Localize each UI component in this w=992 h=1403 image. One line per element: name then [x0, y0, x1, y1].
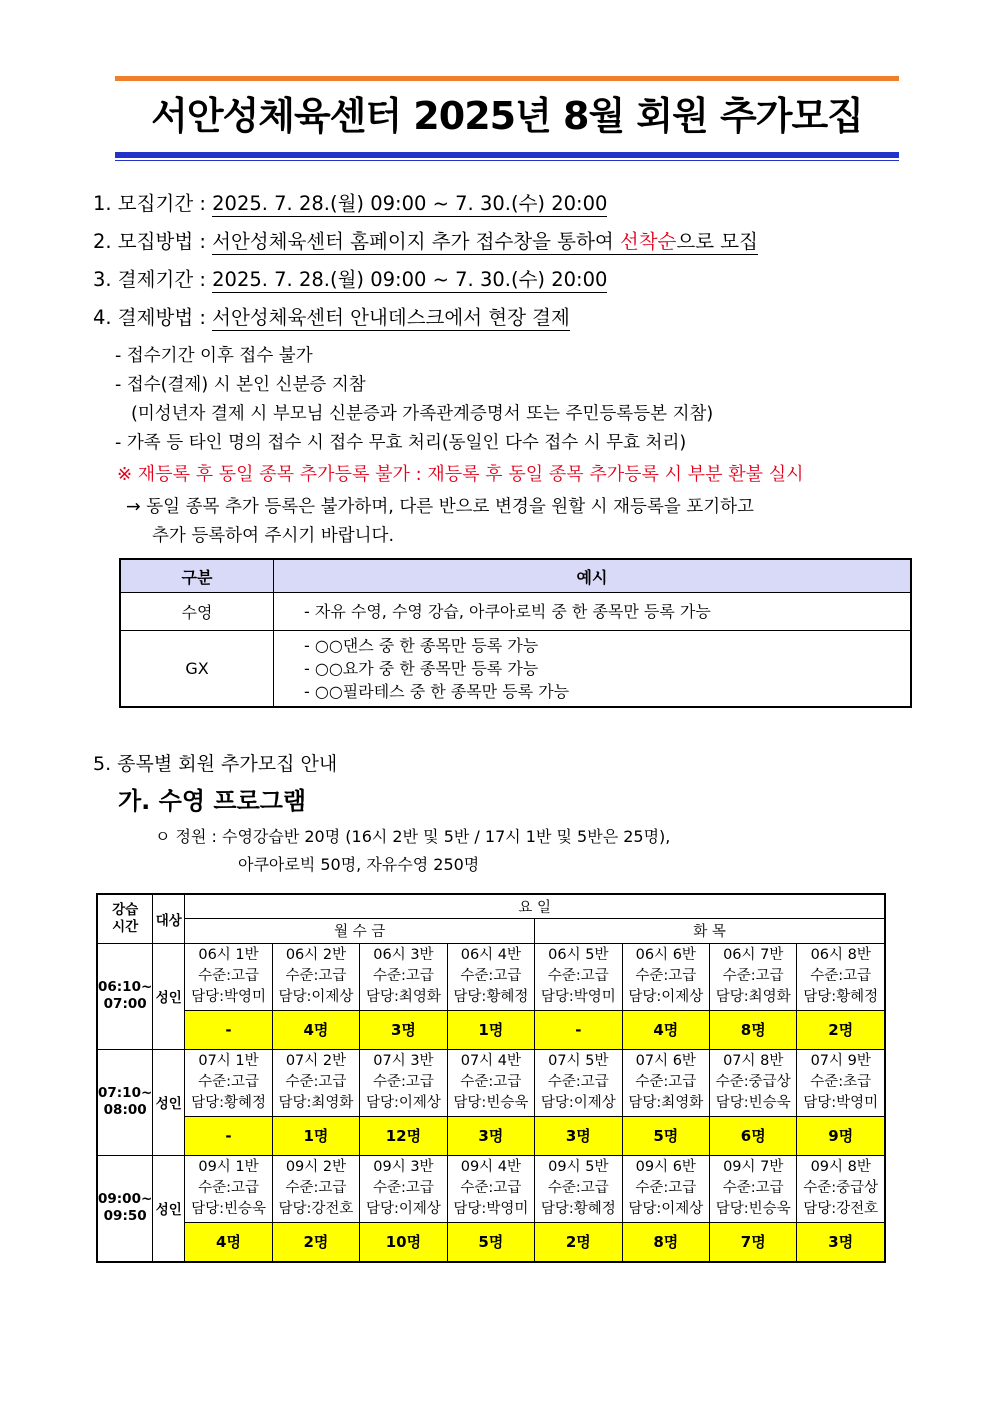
class-line: 담당:박영미 — [453, 1201, 529, 1217]
class-line: 담당:빈승욱 — [191, 1201, 266, 1217]
class-line: 07시 1반 — [198, 1053, 259, 1069]
note-line: - 가족 등 타인 명의 접수 시 접수 무효 처리(동일인 다수 접수 시 무효 처리) — [115, 433, 687, 453]
note-line: (미성년자 결제 시 부모님 신분증과 가족관계증명서 또는 주민등록등본 지참) — [131, 404, 714, 424]
class-line: 수준:중급상 — [715, 1074, 791, 1090]
table-row — [120, 593, 911, 631]
class-line: 담당:박영미 — [191, 989, 266, 1005]
vacancy-count: 2명 — [535, 1222, 622, 1262]
target-cell: 성인 — [153, 943, 185, 1049]
item-value — [212, 230, 758, 255]
title-bottom-bar — [115, 152, 899, 158]
class-line: 07시 8반 — [723, 1053, 784, 1069]
class-cell — [535, 943, 622, 1010]
class-line: 수준:고급 — [372, 968, 434, 984]
class-line: 담당:최영화 — [628, 1095, 704, 1111]
item-payment-period — [93, 266, 607, 294]
vacancy-count: 2명 — [797, 1010, 885, 1049]
class-line: 담당:강전호 — [278, 1201, 354, 1217]
class-cell — [360, 943, 447, 1010]
class-line: 09시 5반 — [548, 1159, 609, 1175]
vacancy-count: 2명 — [272, 1222, 359, 1262]
table-row — [97, 1010, 885, 1049]
time-text: 07:10~ — [98, 1085, 153, 1101]
item-value: 2025. 7. 28.(월) 09:00 ~ 7. 30.(수) 20:00 — [212, 268, 608, 291]
class-line: 담당:박영미 — [540, 989, 616, 1005]
class-line: 담당:이제상 — [278, 989, 354, 1005]
class-cell — [622, 1049, 709, 1116]
title-top-bar — [115, 76, 899, 81]
class-line: 담당:황혜정 — [540, 1201, 616, 1217]
capacity-line: 아쿠아로빅 50명, 자유수영 250명 — [238, 855, 480, 874]
class-cell — [272, 943, 359, 1010]
class-line: 06시 8반 — [810, 947, 871, 963]
class-line: 07시 5반 — [548, 1053, 609, 1069]
time-text: 07:00 — [103, 996, 147, 1012]
title-bottom-line — [115, 160, 899, 161]
vacancy-count: 1명 — [447, 1010, 534, 1049]
class-line: 담당:박영미 — [803, 1095, 879, 1111]
class-cell — [185, 943, 272, 1010]
header-mwf: 월 수 금 — [185, 918, 535, 943]
class-line: 수준:고급 — [547, 1074, 609, 1090]
item-label: 1. 모집기간 : — [93, 192, 213, 215]
schedule-header-row — [97, 894, 885, 918]
class-line: 06시 3반 — [373, 947, 434, 963]
class-line: 담당:최영화 — [278, 1095, 354, 1111]
class-line: 담당:이제상 — [365, 1095, 441, 1111]
class-line: 수준:고급 — [285, 1074, 347, 1090]
class-line: 수준:고급 — [635, 1074, 697, 1090]
table-row — [97, 943, 885, 1010]
item-value: 2025. 7. 28.(월) 09:00 ~ 7. 30.(수) 20:00 — [212, 192, 608, 215]
table-row — [97, 1049, 885, 1116]
class-line: 수준:고급 — [635, 1180, 697, 1196]
item-payment-method — [93, 304, 570, 332]
table-cell — [274, 631, 912, 707]
class-cell — [710, 943, 797, 1010]
class-line: 담당:황혜정 — [191, 1095, 266, 1111]
class-line: 담당:이제상 — [628, 1201, 704, 1217]
class-cell — [797, 943, 885, 1010]
class-line: 09시 1반 — [198, 1159, 259, 1175]
class-cell — [447, 1049, 534, 1116]
warning-text: ※ 재등록 후 동일 종목 추가등록 불가 : 재등록 후 동일 종목 추가등록 시 부분 환불 실시 — [117, 464, 804, 485]
class-line: 06시 1반 — [198, 947, 259, 963]
table-cell — [274, 593, 912, 631]
class-cell — [360, 1049, 447, 1116]
class-line: 수준:고급 — [722, 1180, 784, 1196]
class-cell — [797, 1049, 885, 1116]
class-cell — [535, 1155, 622, 1222]
class-line: 담당:빈승욱 — [715, 1095, 791, 1111]
item-label: 2. 모집방법 : — [93, 230, 213, 253]
class-line: 06시 4반 — [460, 947, 522, 963]
time-cell — [97, 1049, 153, 1155]
item-recruit-period — [93, 190, 607, 218]
vacancy-count: 3명 — [360, 1010, 447, 1049]
vacancy-count: 8명 — [710, 1010, 797, 1049]
table-header: 구분 — [120, 559, 274, 593]
class-line: 06시 6반 — [635, 947, 696, 963]
class-line: 담당:황혜정 — [453, 989, 529, 1005]
page-title: 서안성체육센터 2025년 8월 회원 추가모집 — [151, 94, 863, 138]
table-header: 예시 — [274, 559, 912, 593]
class-line: 담당:이제상 — [365, 1201, 441, 1217]
item-value-text: 으로 모집 — [676, 230, 758, 253]
class-line: 09시 6반 — [635, 1159, 696, 1175]
class-line: 담당:빈승욱 — [453, 1095, 529, 1111]
subsection-heading: 가. 수영 프로그램 — [118, 787, 307, 815]
class-line: 09시 4반 — [460, 1159, 522, 1175]
class-line: 수준:고급 — [372, 1074, 434, 1090]
class-line: 담당:최영화 — [715, 989, 791, 1005]
vacancy-count: 9명 — [797, 1116, 885, 1155]
class-line: 수준:고급 — [635, 968, 697, 984]
table-row — [120, 631, 911, 707]
table-row — [97, 1116, 885, 1155]
class-cell — [447, 1155, 534, 1222]
schedule-header-row — [97, 918, 885, 943]
header-tt: 화 목 — [535, 918, 885, 943]
vacancy-count: 6명 — [710, 1116, 797, 1155]
vacancy-count: 3명 — [535, 1116, 622, 1155]
item-recruit-method — [93, 228, 758, 256]
class-line: 09시 3반 — [373, 1159, 434, 1175]
class-line: 수준:고급 — [372, 1180, 434, 1196]
section-heading: 5. 종목별 회원 추가모집 안내 — [93, 753, 338, 775]
class-line: 담당:황혜정 — [803, 989, 879, 1005]
class-line: 수준:고급 — [722, 968, 784, 984]
vacancy-count: - — [185, 1010, 272, 1049]
table-row — [97, 1155, 885, 1222]
vacancy-count: 12명 — [360, 1116, 447, 1155]
class-line: 07시 6반 — [635, 1053, 696, 1069]
class-line: 수준:고급 — [460, 968, 522, 984]
class-line: 수준:고급 — [460, 1180, 522, 1196]
header-time: 강습 시간 — [97, 894, 153, 943]
vacancy-count: 4명 — [185, 1222, 272, 1262]
item-value-text: 서안성체육센터 홈페이지 추가 접수창을 통하여 — [212, 230, 620, 253]
target-cell: 성인 — [153, 1155, 185, 1262]
time-cell — [97, 1155, 153, 1262]
class-line: 06시 5반 — [548, 947, 609, 963]
class-line: 담당:강전호 — [803, 1201, 879, 1217]
class-cell — [360, 1155, 447, 1222]
desc-line: - ○○요가 중 한 종목만 등록 가능 — [304, 658, 539, 678]
class-line: 09시 2반 — [285, 1159, 347, 1175]
vacancy-count: 3명 — [797, 1222, 885, 1262]
vacancy-count: - — [535, 1010, 622, 1049]
time-cell — [97, 943, 153, 1049]
class-line: 수준:고급 — [285, 1180, 347, 1196]
class-cell — [797, 1155, 885, 1222]
class-line: 09시 8반 — [810, 1159, 871, 1175]
class-cell — [622, 1155, 709, 1222]
class-cell — [185, 1049, 272, 1116]
class-line: 07시 9반 — [810, 1053, 871, 1069]
class-line: 06시 7반 — [723, 947, 784, 963]
item-label: 3. 결제기간 : — [93, 268, 213, 291]
time-text: 08:00 — [103, 1102, 147, 1118]
class-cell — [272, 1049, 359, 1116]
class-line: 수준:초급 — [810, 1074, 872, 1090]
table-cell: GX — [120, 631, 274, 707]
target-cell: 성인 — [153, 1049, 185, 1155]
class-line: 수준:고급 — [285, 968, 347, 984]
class-cell — [710, 1049, 797, 1116]
class-line: 담당:이제상 — [540, 1095, 616, 1111]
example-table — [119, 558, 912, 708]
arrow-note: → 동일 종목 추가 등록은 불가하며, 다른 반으로 변경을 원할 시 재등록을 포기하고 — [126, 497, 754, 517]
header-target: 대상 — [153, 894, 185, 943]
table-cell: 수영 — [120, 593, 274, 631]
vacancy-count: - — [185, 1116, 272, 1155]
class-line: 담당:빈승욱 — [715, 1201, 791, 1217]
time-text: 06:10~ — [98, 979, 153, 995]
time-text: 09:00~ — [98, 1191, 153, 1207]
table-row — [97, 1222, 885, 1262]
class-cell — [272, 1155, 359, 1222]
class-line: 수준:고급 — [198, 1180, 259, 1196]
note-line: - 접수(결제) 시 본인 신분증 지참 — [115, 375, 366, 395]
vacancy-count: 5명 — [447, 1222, 534, 1262]
class-line: 담당:이제상 — [628, 989, 704, 1005]
class-line: 수준:고급 — [547, 968, 609, 984]
vacancy-count: 10명 — [360, 1222, 447, 1262]
note-line: - 접수기간 이후 접수 불가 — [115, 346, 313, 366]
capacity-line: ㅇ 정원 : 수영강습반 20명 (16시 2반 및 5반 / 17시 1반 및 5반은 25명), — [155, 827, 671, 846]
vacancy-count: 3명 — [447, 1116, 534, 1155]
class-line: 07시 2반 — [285, 1053, 347, 1069]
desc-line: - ○○필라테스 중 한 종목만 등록 가능 — [304, 681, 570, 701]
class-line: 수준:고급 — [547, 1180, 609, 1196]
arrow-note: 추가 등록하여 주시기 바랍니다. — [152, 526, 395, 546]
class-line: 06시 2반 — [285, 947, 347, 963]
class-cell — [185, 1155, 272, 1222]
class-line: 수준:고급 — [198, 968, 259, 984]
vacancy-count: 7명 — [710, 1222, 797, 1262]
time-text: 09:50 — [103, 1208, 147, 1224]
desc-line: - ○○댄스 중 한 종목만 등록 가능 — [304, 635, 539, 655]
table-header-row — [120, 559, 911, 593]
class-line: 수준:중급상 — [803, 1180, 879, 1196]
class-line: 수준:고급 — [198, 1074, 259, 1090]
vacancy-count: 5명 — [622, 1116, 709, 1155]
class-cell — [710, 1155, 797, 1222]
header-days: 요 일 — [185, 894, 885, 918]
vacancy-count: 4명 — [622, 1010, 709, 1049]
class-line: 수준:고급 — [810, 968, 872, 984]
class-line: 07시 3반 — [373, 1053, 434, 1069]
vacancy-count: 8명 — [622, 1222, 709, 1262]
item-label: 4. 결제방법 : — [93, 306, 213, 329]
class-cell — [447, 943, 534, 1010]
class-line: 담당:최영화 — [365, 989, 441, 1005]
item-value: 서안성체육센터 안내데스크에서 현장 결제 — [212, 306, 570, 329]
desc-line: - 자유 수영, 수영 강습, 아쿠아로빅 중 한 종목만 등록 가능 — [304, 602, 711, 621]
schedule-table — [96, 893, 886, 1263]
class-cell — [622, 943, 709, 1010]
class-cell — [535, 1049, 622, 1116]
vacancy-count: 1명 — [272, 1116, 359, 1155]
class-line: 07시 4반 — [460, 1053, 522, 1069]
vacancy-count: 4명 — [272, 1010, 359, 1049]
class-line: 수준:고급 — [460, 1074, 522, 1090]
item-value-highlight: 선착순 — [619, 230, 677, 253]
class-line: 09시 7반 — [723, 1159, 784, 1175]
